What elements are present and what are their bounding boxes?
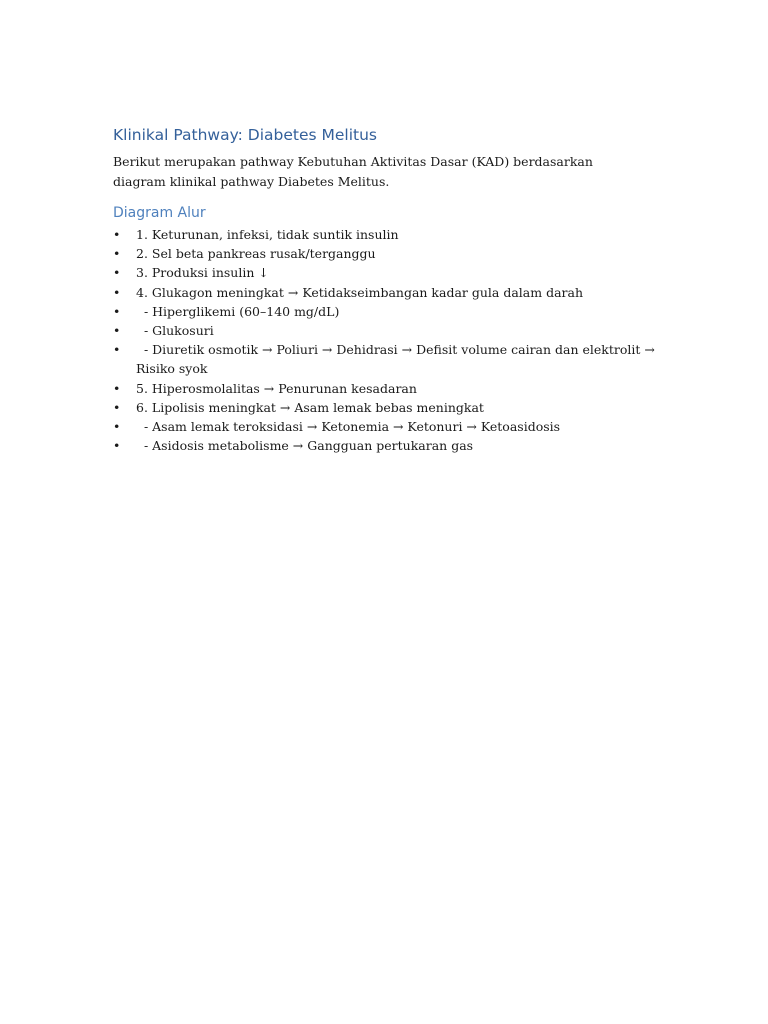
pathway-bullet-list — [113, 225, 659, 455]
bullet-icon: • — [113, 265, 121, 281]
list-item-text: - Hiperglikemi (60–140 mg/dL) — [136, 303, 340, 319]
bullet-icon: • — [113, 246, 121, 262]
list-item-text: 3. Produksi insulin ↓ — [136, 265, 269, 281]
bullet-icon: • — [113, 303, 121, 319]
list-item — [113, 379, 656, 398]
list-item — [113, 417, 656, 436]
document-content — [113, 124, 659, 455]
list-item — [113, 244, 656, 263]
list-item-text: 1. Keturunan, infeksi, tidak suntik insulin — [136, 227, 399, 242]
list-item — [113, 340, 659, 378]
bullet-icon: • — [113, 419, 121, 435]
bullet-icon: • — [113, 380, 121, 396]
document-title: Klinikal Pathway: Diabetes Melitus — [113, 126, 377, 144]
list-item-text: - Asidosis metabolisme → Gangguan pertukaran gas — [136, 438, 474, 454]
bullet-icon: • — [113, 438, 121, 454]
bullet-icon: • — [113, 399, 121, 415]
list-item — [113, 302, 656, 321]
bullet-icon: • — [113, 342, 121, 358]
bullet-icon: • — [113, 284, 121, 300]
list-item-text: - Glukosuri — [136, 323, 214, 339]
list-item — [113, 283, 656, 302]
list-item — [113, 436, 656, 455]
list-item-text: 6. Lipolisis meningkat → Asam lemak bebas meningkat — [136, 399, 484, 415]
list-item-text: 2. Sel beta pankreas rusak/terganggu — [136, 246, 376, 262]
list-item-text: - Diuretik osmotik → Poliuri → Dehidrasi → Defisit volume cairan dan elektrolit → Risiko syok — [136, 342, 659, 377]
section-heading-diagram-alur: Diagram Alur — [113, 205, 206, 221]
list-item — [113, 225, 656, 244]
list-item-text: 4. Glukagon meningkat → Ketidakseimbangan kadar gula dalam darah — [136, 284, 583, 300]
bullet-icon: • — [113, 227, 121, 242]
list-item — [113, 321, 656, 340]
bullet-icon: • — [113, 323, 121, 339]
list-item-text: 5. Hiperosmolalitas → Penurunan kesadaran — [136, 380, 417, 396]
intro-paragraph: Berikut merupakan pathway Kebutuhan Aktivitas Dasar (KAD) berdasarkan diagram klinikal pathway Diabetes Melitus. — [113, 154, 593, 189]
list-item — [113, 263, 656, 282]
list-item — [113, 398, 656, 417]
list-item-text: - Asam lemak teroksidasi → Ketonemia → Ketonuri → Ketoasidosis — [136, 419, 561, 435]
